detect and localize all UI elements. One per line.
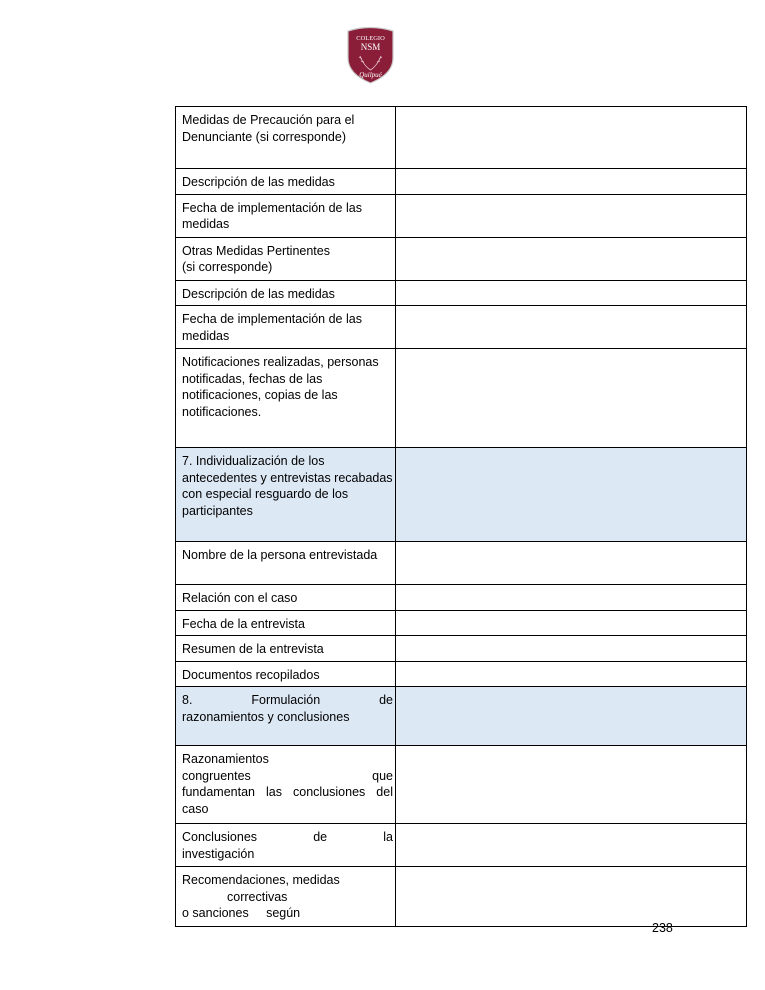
school-crest-logo [342, 26, 399, 84]
row-label: Notificaciones realizadas, personas notificadas, fechas de las notificaciones, copias de las notificaciones. [176, 349, 396, 448]
label-line: fundamentan las conclusiones del [182, 785, 393, 799]
value-cell[interactable] [396, 280, 747, 306]
value-cell[interactable] [396, 448, 747, 542]
table-row [176, 867, 747, 927]
table-row [176, 824, 747, 867]
value-cell[interactable] [396, 636, 747, 662]
value-cell[interactable] [396, 194, 747, 237]
section-8-heading [176, 687, 396, 746]
row-label: Descripción de las medidas [176, 169, 396, 195]
section-header-row [176, 687, 747, 746]
label-line: investigación [182, 846, 255, 861]
table-row [176, 107, 747, 169]
value-cell[interactable] [396, 169, 747, 195]
table-row [176, 610, 747, 636]
row-label: Nombre de la persona entrevistada [176, 542, 396, 585]
table-row [176, 542, 747, 585]
value-cell[interactable] [396, 542, 747, 585]
value-cell[interactable] [396, 867, 747, 927]
label-line: 8. Formulación de [182, 693, 393, 707]
crest-text-nsm: NSM [360, 42, 381, 52]
row-label: Fecha de implementación de las medidas [176, 194, 396, 237]
table-row [176, 746, 747, 824]
value-cell[interactable] [396, 306, 747, 349]
case-report-form-table [175, 106, 747, 927]
row-label: Resumen de la entrevista [176, 636, 396, 662]
label-line: o sanciones según [182, 906, 301, 920]
row-label: Relación con el caso [176, 585, 396, 611]
table-row [176, 194, 747, 237]
row-label [176, 824, 396, 867]
row-label: Documentos recopilados [176, 661, 396, 687]
value-cell[interactable] [396, 610, 747, 636]
section-header-row [176, 448, 747, 542]
table-row [176, 306, 747, 349]
row-label: Descripción de las medidas [176, 280, 396, 306]
label-line: (si corresponde) [182, 260, 273, 274]
row-label: Fecha de la entrevista [176, 610, 396, 636]
row-label: Fecha de implementación de las medidas [176, 306, 396, 349]
value-cell[interactable] [396, 824, 747, 867]
table-row [176, 169, 747, 195]
row-label [176, 746, 396, 824]
label-line: correctivas [227, 889, 288, 904]
label-line: Otras Medidas Pertinentes [182, 243, 330, 258]
label-line: Conclusiones de la [182, 830, 393, 844]
crest-text-colegio: COLEGIO [356, 35, 385, 42]
crest-text-quilpue: Quilpué [359, 71, 382, 79]
table-row [176, 237, 747, 280]
row-label: Medidas de Precaución para el Denunciante (si corresponde) [176, 107, 396, 169]
value-cell[interactable] [396, 107, 747, 169]
table-row [176, 349, 747, 448]
value-cell[interactable] [396, 585, 747, 611]
label-line: caso [182, 801, 209, 816]
page-number: 238 [652, 921, 673, 935]
table-row [176, 585, 747, 611]
table-row [176, 661, 747, 687]
label-line: Razonamientos [182, 752, 269, 766]
table-row [176, 636, 747, 662]
label-line: congruentes que [182, 768, 393, 783]
label-line: Recomendaciones, medidas [182, 873, 340, 887]
value-cell[interactable] [396, 237, 747, 280]
value-cell[interactable] [396, 661, 747, 687]
value-cell[interactable] [396, 746, 747, 824]
row-label [176, 867, 396, 927]
value-cell[interactable] [396, 687, 747, 746]
row-label [176, 237, 396, 280]
value-cell[interactable] [396, 349, 747, 448]
section-7-heading: 7. Individualización de los antecedentes y entrevistas recabadas con especial resguardo de los participantes [176, 448, 396, 542]
label-line: razonamientos y conclusiones [182, 709, 350, 724]
table-row [176, 280, 747, 306]
